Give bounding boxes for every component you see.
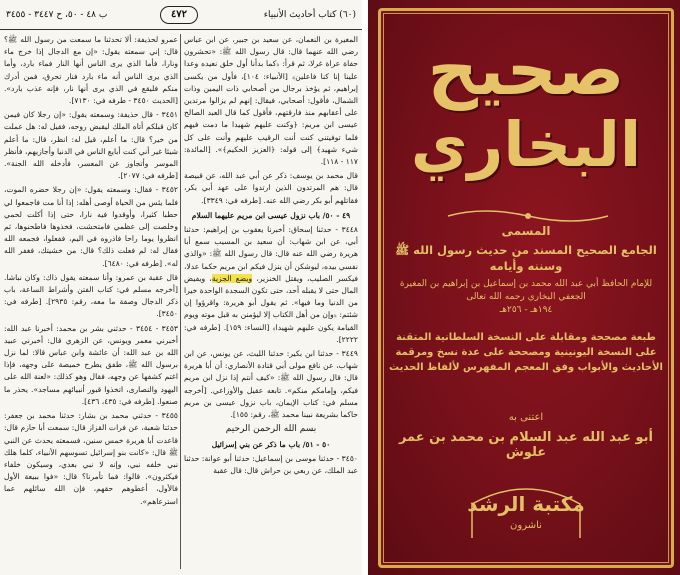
paragraph: ٣٤٥١ - قال حذيفة: وسمعته يقول: «إن رجلا كان فيمن كان قبلكم أتاه الملك ليقبض روحه، فقيل له: هل عملت من خير؟ قال: ما أعلم، قيل له: انظر، قال: ما أعلم شيئا غير أني كنت أبايع الناس في الدنيا وأجازيهم، فأنظر الموسر وأتجاوز عن المعسر، فأدخله الله الجنة». [طرفه في: ٢٠٧٧]. bbox=[4, 110, 178, 181]
paragraph: ٣٤٥٥ - حدثني محمد بن بشار: حدثنا محمد بن جعفر: حدثنا شعبة، عن فرات القزاز قال: سمعت أبا حازم قال: قاعدت أبا هريرة خمس سنين، فسمعته يحدث عن النبي ﷺ قال: «كانت بنو إسرائيل تسوسهم الأنبياء، كلما هلك نبي خلفه نبي، وإنه لا نبي بعدي، وسيكون خلفاء فيكثرون». قالوا: فما تأمرنا؟ قال: «فوا ببيعة الأول فالأول، أعطوهم حقهم، فإن الله سائلهم عما استرعاهم». bbox=[4, 411, 178, 506]
cover-edition-note: طبعة مصححة ومقابلة على النسخة السلطانية المتقنة على النسخة اليونينية ومصححة على عدة نسخ ومرقمة الأحاديث والأبواب وفق المعجم المفهرس لألفاظ الحديث bbox=[389, 332, 663, 373]
paragraph: ٣٤٤٩ - حدثنا ابن بكير: حدثنا الليث، عن يونس، عن ابن شهاب، عن نافع مولى أبي قتادة الأنصاري: أن أبا هريرة قال: قال رسول الله ﷺ: «كيف أنتم إذا نزل ابن مريم فيكم، وإمامكم منكم». تابعه عقيل والأوزاعي. [أخرجه مسلم في: كتاب الإيمان، باب نزول عيسى بن مريم حاكما بشريعة نبينا محمد ﷺ، رقم: ١٥٥]. bbox=[184, 349, 358, 420]
paragraph-with-highlight bbox=[184, 224, 358, 346]
hadith-text: ، ويفيض المال حتى لا يقبله أحد، حتى تكون السجدة الواحدة خيرا من الدنيا وما فيها». ثم يقول أبو هريرة: واقرؤوا إن شئتم: ﴿وإن من أهل الكتاب إلا ليؤمنن به قبل موته ويوم القيامة يكون عليهم شهيدا﴾ [النساء: ١٥٩]. [طرفه في: ٢٢٢٢]. bbox=[184, 273, 358, 344]
cover-title-line2: البخاري bbox=[410, 108, 642, 181]
cover-editor: أبو عبد الله عبد السلام بن محمد بن عمر علوش bbox=[398, 430, 654, 460]
running-title: (٦٠) كتاب أحاديث الأنبياء bbox=[263, 10, 356, 20]
paragraph: قال عقبة بن عمرو: وأنا سمعته يقول ذاك: وكان نباشا. [أخرجه مسلم في: كتاب الفتن وأشراط الساعة، باب ذكر الدجال وصفة ما معه، رقم: ٢٩٣٥]. [طرفه في: ٣٤٥٠]. bbox=[4, 272, 178, 319]
paragraph: ٣٤٥٢ - فقال: وسمعته يقول: «إن رجلا حضره الموت، فلما يئس من الحياة أوصى أهله: إذا أنا مت فاجمعوا لي حطبا كثيرا، وأوقدوا فيه نارا، حتى إذا أكلت لحمي وخلصت إلى عظمي فامتحشت، فخذوها فاطحنوها، ثم انظروا يوما راحا فاذروه في اليم، ففعلوا، فجمعه الله فقال له: لم فعلت ذلك؟ قال: من خشيتك، فغفر الله له». [طرفه في: ٦٤٨٠]. bbox=[4, 185, 178, 268]
cover-label: المسمى bbox=[501, 224, 551, 238]
cover-publisher-sub: ناشرون bbox=[510, 520, 542, 531]
right-column bbox=[184, 34, 358, 574]
highlighted-phrase: ويضع الجزية bbox=[211, 273, 253, 283]
paragraph: قال محمد بن يوسف: ذكر عن أبي عبد الله، عن قبيصة قال: هم المرتدون الذين ارتدوا على عهد أبي بكر، فقاتلهم أبو بكر رضي الله عنه. [طرفه في: ٣٣٤٩]. bbox=[184, 171, 358, 205]
cover-editor-label: اعتنى به bbox=[508, 412, 544, 423]
cover-years: ١٩٤هـ - ٢٥٦هـ bbox=[499, 305, 553, 315]
book-cover bbox=[368, 0, 680, 575]
cover-full-title: الجامع الصحيح المسند من حديث رسول الله ﷺ وسننه وأيامه bbox=[395, 243, 657, 273]
cover-author: للإمام الحافظ أبي عبد الله محمد بن إسماعيل بن إبراهيم بن المغيرة الجعفي البخاري رحمه الله تعالى bbox=[399, 279, 653, 302]
column-divider bbox=[180, 34, 181, 569]
page-number: ٤٧٢ bbox=[160, 6, 198, 24]
cover-title-line1: صحيح bbox=[427, 29, 625, 111]
chapter-title: ٥٠ - ٥١/ باب ما ذكر عن بني إسرائيل bbox=[211, 439, 331, 449]
chapter-title: ٤٩ - ٥٠/ باب نزول عيسى ابن مريم عليهما السلام bbox=[191, 210, 351, 220]
basmala: بسم الله الرحمن الرحيم bbox=[225, 424, 317, 435]
ornament-divider-icon bbox=[438, 206, 618, 226]
paragraph: ٣٤٥٠ - حدثنا موسى بن إسماعيل: حدثنا أبو عوانة: حدثنا عبد الملك، عن ربعي بن حراش قال: قال عقبة bbox=[184, 453, 358, 475]
ref-numbers: ب ٤٨ - ٥٠، ح ٣٤٤٧ - ٣٤٥٥ bbox=[6, 10, 108, 20]
hadith-text: ٣٤٤٨ - حدثنا إسحاق: أخبرنا يعقوب بن إبراهيم: حدثنا أبي، عن ابن شهاب: أن سعيد بن المسيب سمع أبا هريرة رضي الله عنه قال: قال رسول الله ﷺ: «والذي نفسي بيده، ليوشكن أن ينزل فيكم ابن مريم حكما عدلا، فيكسر الصليب، ويقتل الخنزير، bbox=[184, 225, 358, 283]
left-column bbox=[4, 34, 178, 574]
paragraph: ٣٤٥٣ - ٣٤٥٤ - حدثني بشر بن محمد: أخبرنا عبد الله: أخبرني معمر ويونس، عن الزهري قال: أخبرني عبيد الله بن عبد الله: أن عائشة وابن عباس قالا: لما نزل برسول الله ﷺ، طفق يطرح خميصة على وجهه، فإذا اغتم كشفها عن وجهه، فقال وهو كذلك: «لعنة الله على اليهود والنصارى، اتخذوا قبور أنبيائهم مساجد». يحذر ما صنعوا. [طرفه في: ٤٣٥، ٤٣٦]. bbox=[4, 323, 178, 406]
cover-publisher: مكتبة الرشد bbox=[467, 492, 585, 516]
paragraph: المغيرة بن النعمان، عن سعيد بن جبير، عن ابن عباس رضي الله عنهما قال: قال رسول الله ﷺ: «تحشرون حفاة عراة غرلا، ثم قرأ: ﴿كما بدأنا أول خلق نعيده وعدا علينا إنا كنا فاعلين﴾ [الأنبياء: ١٠٤]، فأول من يكسى إبراهيم، ثم يؤخذ برجال من أصحابي ذات اليمين وذات الشمال، فأقول: أصحابي، فيقال: إنهم لم يزالوا مرتدين على أعقابهم منذ فارقتهم، فأقول كما قال العبد الصالح عيسى ابن مريم: ﴿وكنت عليهم شهيدا ما دمت فيهم فلما توفيتني كنت أنت الرقيب عليهم وأنت على كل شيء شهيد﴾ إلى قوله: ﴿العزيز الحكيم﴾». [المائدة: ١١٧ - ١١٨]. bbox=[184, 35, 358, 167]
paragraph: عمرو لحذيفة: ألا تحدثنا ما سمعت من رسول الله ﷺ؟ قال: إني سمعته يقول: «إن مع الدجال إذا خرج ماء ونارا، فأما الذي يرى الناس أنها النار فماء بارد، وأما الذي يرى الناس أنه ماء بارد فنار تحرق، فمن أدرك منكم فليقع في الذي يرى أنها نار، فإنه عذب بارد». [الحديث ٣٤٥٠ - طرفه في: ٧١٣٠]. bbox=[4, 35, 178, 106]
cover-title bbox=[378, 30, 674, 180]
page-header bbox=[0, 0, 362, 30]
